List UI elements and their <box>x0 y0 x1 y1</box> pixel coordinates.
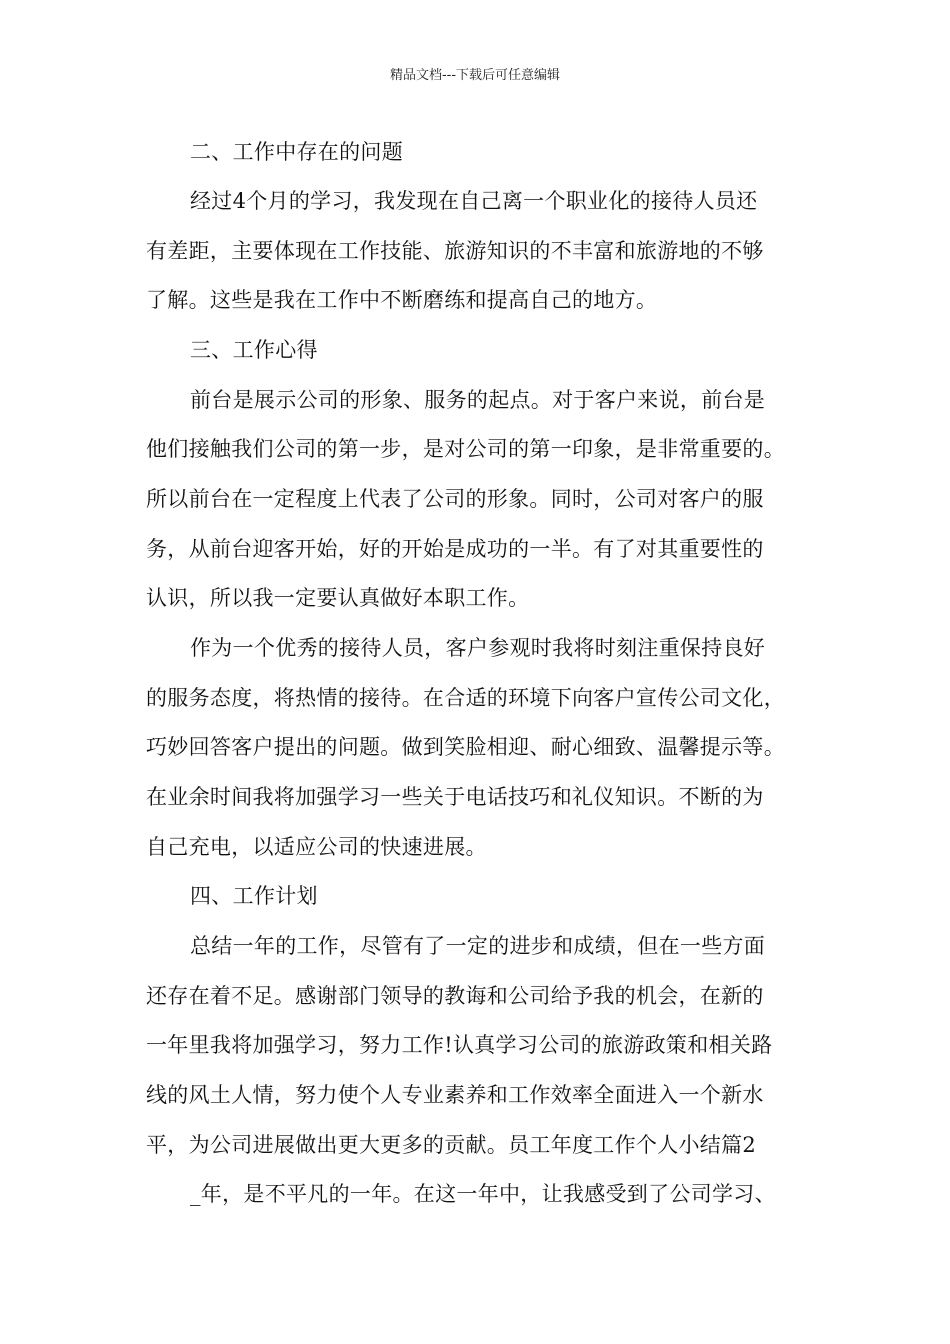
section-heading-plan: 四、工作计划 <box>190 884 318 908</box>
paragraph-line: 巧妙回答客户提出的问题。做到笑脸相迎、耐心细致、温馨提示等。 <box>146 735 785 759</box>
paragraph-line: 前台是展示公司的形象、服务的起点。对于客户来说，前台是 <box>190 388 766 412</box>
paragraph-line: 了解。这些是我在工作中不断磨练和提高自己的地方。 <box>146 288 658 312</box>
paragraph-line: 所以前台在一定程度上代表了公司的形象。同时，公司对客户的服 <box>146 487 764 511</box>
section-heading-problems: 二、工作中存在的问题 <box>190 140 403 164</box>
paragraph-line: 线的风土人情，努力使个人专业素养和工作效率全面进入一个新水 <box>146 1083 764 1107</box>
paragraph-line: 他们接触我们公司的第一步，是对公司的第一印象，是非常重要的。 <box>146 437 785 461</box>
paragraph-line: 在业余时间我将加强学习一些关于电话技巧和礼仪知识。不断的为 <box>146 785 764 809</box>
section-heading-experience: 三、工作心得 <box>190 338 318 362</box>
paragraph-line: 作为一个优秀的接待人员，客户参观时我将时刻注重保持良好 <box>190 636 766 660</box>
paragraph-line: 还存在着不足。感谢部门领导的教诲和公司给予我的机会，在新的 <box>146 984 764 1008</box>
paragraph-line: 自己充电，以适应公司的快速进展。 <box>146 835 487 859</box>
paragraph-line: 的服务态度，将热情的接待。在合适的环境下向客户宣传公司文化， <box>146 686 785 710</box>
paragraph-line: 经过4个月的学习，我发现在自己离一个职业化的接待人员还 <box>190 189 758 213</box>
paragraph-line: 认识，所以我一定要认真做好本职工作。 <box>146 586 530 610</box>
paragraph-line: 平，为公司进展做出更大更多的贡献。员工年度工作个人小结篇2 <box>146 1133 757 1157</box>
paragraph-line: 有差距，主要体现在工作技能、旅游知识的不丰富和旅游地的不够 <box>146 239 764 263</box>
paragraph-line: 总结一年的工作，尽管有了一定的进步和成绩，但在一些方面 <box>190 934 766 958</box>
paragraph-line: _年，是不平凡的一年。在这一年中，让我感受到了公司学习、 <box>190 1182 776 1206</box>
page-header: 精品文档---下载后可任意编辑 <box>389 68 561 83</box>
paragraph-line: 务，从前台迎客开始，好的开始是成功的一半。有了对其重要性的 <box>146 537 764 561</box>
paragraph-line: 一年里我将加强学习，努力工作!认真学习公司的旅游政策和相关路 <box>146 1033 773 1057</box>
